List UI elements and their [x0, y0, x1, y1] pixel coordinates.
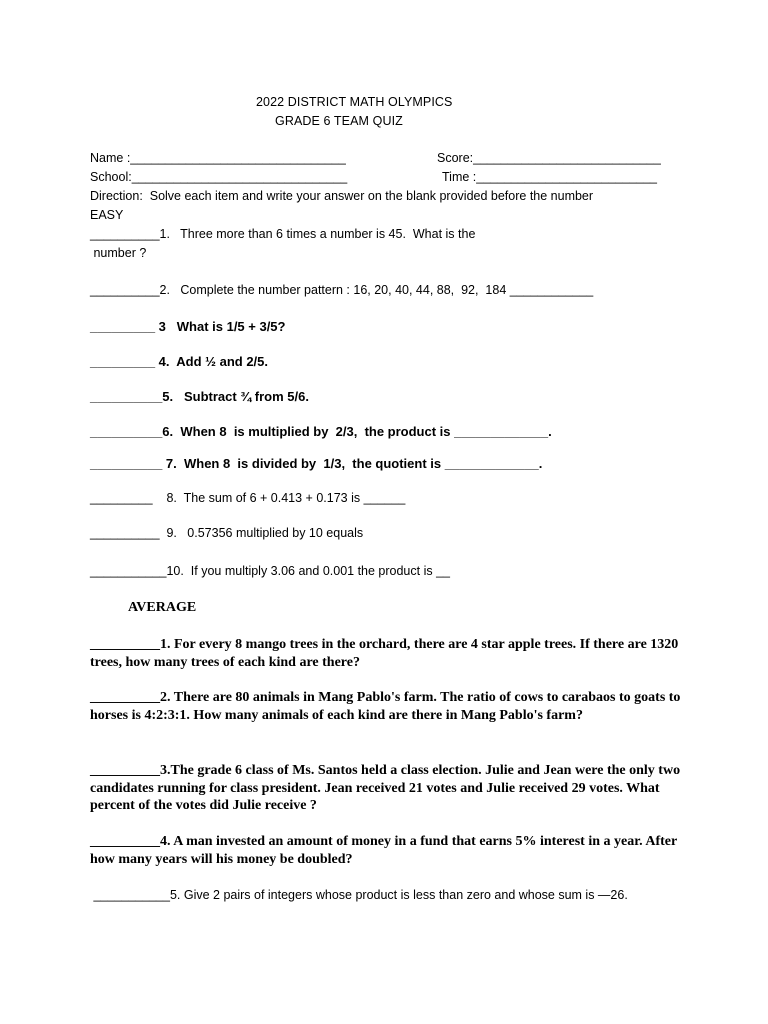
easy-item-2: __________2. Complete the number pattern : 16, 20, 40, 44, 88, 92, 184 ____________: [90, 283, 594, 297]
school-field[interactable]: School:_______________________________: [90, 170, 348, 184]
average-item-3: __________3.The grade 6 class of Ms. Santos held a class election. Julie and Jean were the only two candidates running for class president. Jean received 21 votes and Julie received 29 votes. What percent of the votes did Julie receive ?: [90, 763, 681, 813]
name-field[interactable]: Name :_______________________________: [90, 151, 346, 165]
time-field[interactable]: Time :__________________________: [442, 170, 658, 184]
page-title: 2022 DISTRICT MATH OLYMPICS: [256, 95, 453, 109]
easy-item-1: __________1. Three more than 6 times a number is 45. What is the: [90, 227, 476, 241]
easy-heading: EASY: [90, 208, 124, 222]
easy-item-3: _________ 3 What is 1/5 + 3/5?: [90, 319, 286, 334]
average-item-1: __________1. For every 8 mango trees in the orchard, there are 4 star apple trees. If there are 1320 trees, how many trees of each kind are there?: [90, 637, 679, 670]
page-subtitle: GRADE 6 TEAM QUIZ: [275, 114, 403, 128]
average-item-2: __________2. There are 80 animals in Mang Pablo's farm. The ratio of cows to carabaos to goats to horses is 4:2:3:1. How many animals of each kind are there in Mang Pablo's farm?: [90, 690, 681, 723]
easy-item-9: __________ 9. 0.57356 multiplied by 10 equals: [90, 526, 364, 540]
easy-item-10: ___________10. If you multiply 3.06 and 0.001 the product is __: [90, 564, 450, 578]
average-heading: AVERAGE: [128, 600, 197, 615]
average-item-5: ___________5. Give 2 pairs of integers whose product is less than zero and whose sum is —26.: [90, 888, 628, 902]
easy-item-8: _________ 8. The sum of 6 + 0.413 + 0.173 is ______: [90, 491, 406, 505]
easy-item-4: _________ 4. Add ½ and 2/5.: [90, 354, 269, 369]
average-item-4: __________4. A man invested an amount of money in a fund that earns 5% interest in a year. After how many years will his money be doubled?: [90, 834, 677, 867]
score-field[interactable]: Score:___________________________: [437, 151, 661, 165]
direction-text: Direction: Solve each item and write your answer on the blank provided before the number: [90, 189, 594, 203]
easy-item-5: __________5. Subtract ¾ from 5/6.: [90, 389, 309, 404]
easy-item-1-cont: number ?: [90, 246, 147, 260]
easy-item-6: __________6. When 8 is multiplied by 2/3, the product is _____________.: [90, 424, 552, 439]
easy-item-7: __________ 7. When 8 is divided by 1/3, the quotient is _____________.: [90, 456, 543, 471]
